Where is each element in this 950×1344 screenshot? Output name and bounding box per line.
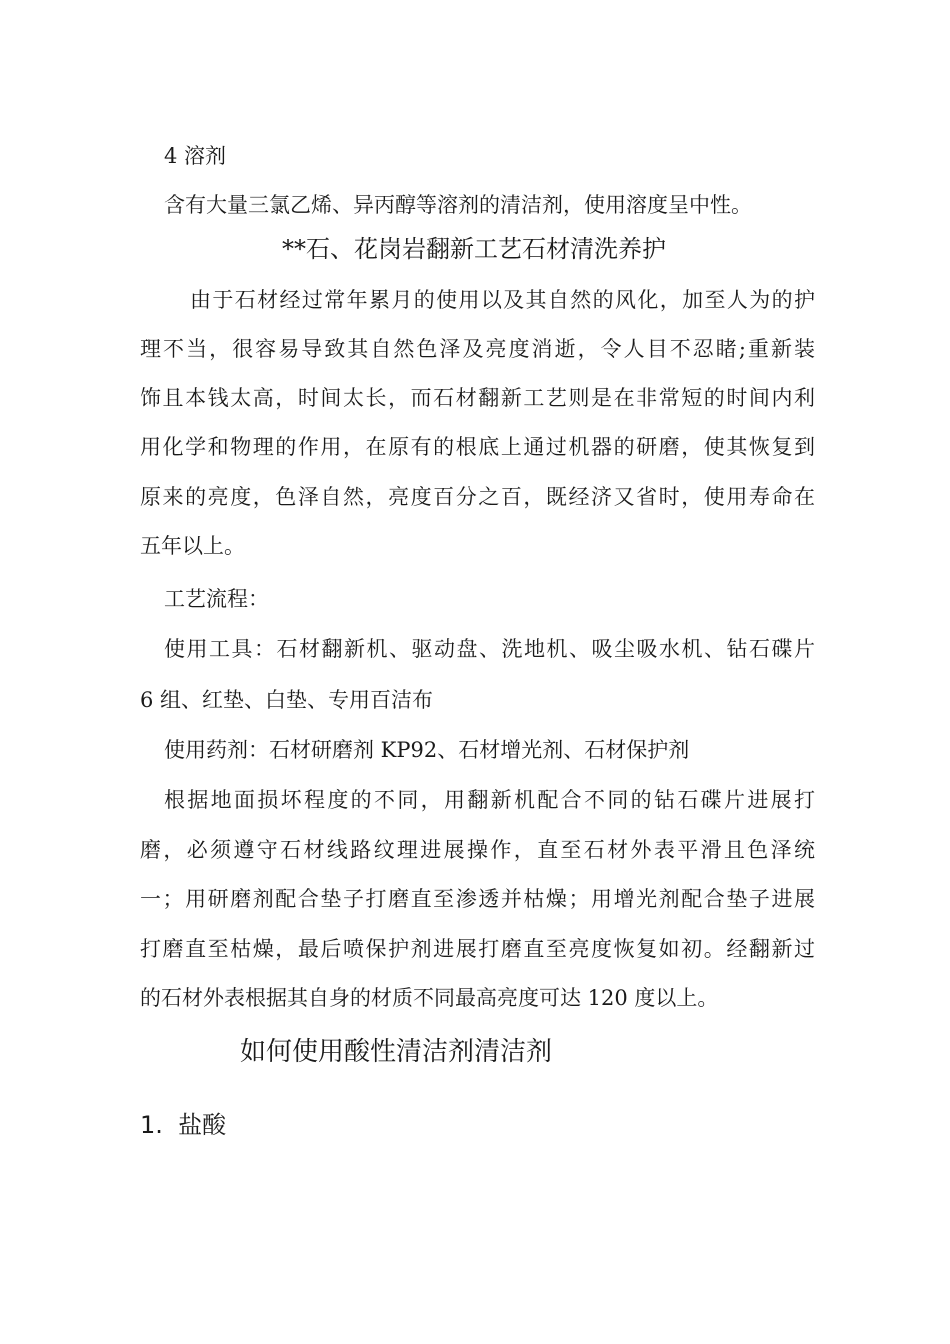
intro-line: 五年以上。 (140, 534, 245, 558)
procedure-line: 磨，必须遵守石材线路纹理进展操作，直至石材外表平滑且色泽统 (140, 838, 815, 862)
section-title: **石、花岗岩翻新工艺石材清洗养护 (282, 235, 666, 263)
process-label: 工艺流程： (164, 587, 269, 611)
tools-line: 6 组、红垫、白垫、专用百洁布 (140, 688, 434, 712)
procedure-line: 打磨直至枯燥，最后喷保护剂进展打磨直至亮度恢复如初。经翻新过 (140, 937, 815, 961)
procedure-line: 的石材外表根据其自身的材质不同最高亮度可达 120 度以上。 (140, 986, 719, 1010)
tools-line: 使用工具：石材翻新机、驱动盘、洗地机、吸尘吸水机、钻石碟片 (164, 637, 815, 661)
procedure-line: 一；用研磨剂配合垫子打磨直至渗透并枯燥；用增光剂配合垫子进展 (140, 887, 815, 911)
solvent-description: 含有大量三氯乙烯、异丙醇等溶剂的清洁剂，使用溶度呈中性。 (164, 193, 752, 217)
intro-line: 饰且本钱太高，时间太长，而石材翻新工艺则是在非常短的时间内利 (140, 386, 815, 410)
intro-line: 理不当，很容易导致其自然色泽及亮度消逝，令人目不忍睹;重新装 (140, 337, 815, 361)
intro-line: 原来的亮度，色泽自然，亮度百分之百，既经济又省时，使用寿命在 (140, 485, 815, 509)
intro-line: 用化学和物理的作用，在原有的根底上通过机器的研磨，使其恢复到 (140, 435, 815, 459)
solvent-heading: 4 溶剂 (164, 144, 227, 168)
acid-cleaner-title: 如何使用酸性清洁剂清洁剂 (240, 1037, 553, 1067)
intro-line: 由于石材经过常年累月的使用以及其自然的风化，加至人为的护 (190, 288, 815, 312)
list-item-hydrochloric-acid: 1. 盐酸 (140, 1111, 227, 1139)
chemicals-line: 使用药剂：石材研磨剂 KP92、石材增光剂、石材保护剂 (164, 738, 690, 762)
procedure-line: 根据地面损坏程度的不同，用翻新机配合不同的钻石碟片进展打 (164, 788, 815, 812)
